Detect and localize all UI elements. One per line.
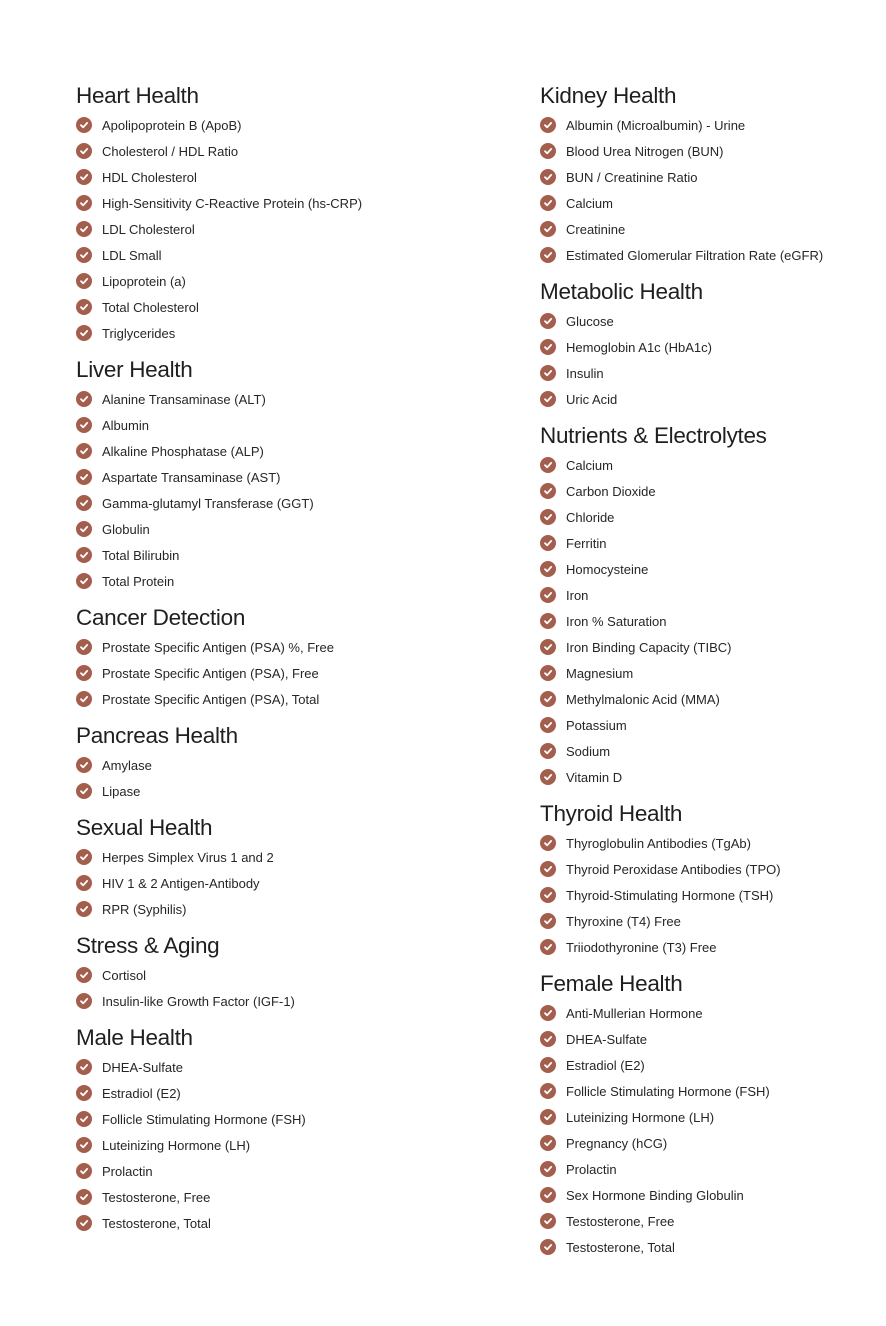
list-item-label: RPR (Syphilis)	[102, 901, 187, 917]
list-item	[540, 660, 880, 686]
list-item-label: Estradiol (E2)	[102, 1085, 181, 1101]
test-list	[76, 112, 496, 346]
list-item	[540, 334, 880, 360]
check-circle-icon	[540, 117, 556, 133]
section-title: Kidney Health	[540, 83, 677, 108]
check-circle-icon	[76, 169, 92, 185]
list-item-label: Vitamin D	[566, 769, 623, 785]
list-item-label: Triiodothyronine (T3) Free	[566, 939, 717, 955]
list-item-label: Ferritin	[566, 535, 607, 551]
list-item	[76, 216, 496, 242]
section-thyroid-health	[540, 800, 880, 960]
list-item	[76, 438, 496, 464]
list-item	[540, 764, 880, 790]
list-item-label: Alanine Transaminase (ALT)	[102, 391, 266, 407]
check-circle-icon	[76, 247, 92, 263]
list-item-label: Prolactin	[566, 1161, 617, 1177]
check-circle-icon	[540, 1109, 556, 1125]
check-circle-icon	[540, 1005, 556, 1021]
check-circle-icon	[76, 967, 92, 983]
list-item	[540, 1182, 880, 1208]
section-liver-health	[76, 356, 496, 594]
list-item-label: Iron	[566, 587, 589, 603]
check-circle-icon	[540, 313, 556, 329]
check-circle-icon	[76, 757, 92, 773]
list-item-label: Herpes Simplex Virus 1 and 2	[102, 849, 274, 865]
list-item	[540, 712, 880, 738]
list-item	[76, 190, 496, 216]
list-item-label: Testosterone, Total	[566, 1239, 675, 1255]
list-item	[540, 1052, 880, 1078]
list-item-label: Albumin (Microalbumin) - Urine	[566, 117, 746, 133]
test-list	[76, 752, 496, 804]
check-circle-icon	[76, 1163, 92, 1179]
check-circle-icon	[540, 365, 556, 381]
check-circle-icon	[76, 1215, 92, 1231]
check-circle-icon	[540, 561, 556, 577]
check-circle-icon	[76, 417, 92, 433]
check-circle-icon	[540, 1083, 556, 1099]
list-item-label: Insulin-like Growth Factor (IGF-1)	[102, 993, 295, 1009]
check-circle-icon	[540, 221, 556, 237]
list-item-label: Total Cholesterol	[102, 299, 199, 315]
list-item-label: Uric Acid	[566, 391, 618, 407]
section-title: Heart Health	[76, 83, 199, 108]
list-item	[76, 660, 496, 686]
list-item	[540, 1000, 880, 1026]
list-item	[76, 1054, 496, 1080]
list-item	[76, 294, 496, 320]
list-item	[76, 752, 496, 778]
check-circle-icon	[76, 573, 92, 589]
check-circle-icon	[540, 509, 556, 525]
list-item-label: Calcium	[566, 457, 613, 473]
list-item	[540, 360, 880, 386]
list-item-label: Apolipoprotein B (ApoB)	[102, 117, 242, 133]
list-item	[76, 268, 496, 294]
list-item	[540, 934, 880, 960]
list-item-label: Testosterone, Total	[102, 1215, 211, 1231]
check-circle-icon	[540, 861, 556, 877]
list-item	[76, 1184, 496, 1210]
check-circle-icon	[540, 483, 556, 499]
list-item-label: Hemoglobin A1c (HbA1c)	[566, 339, 712, 355]
section-cancer-detection	[76, 604, 496, 712]
section-title: Liver Health	[76, 357, 193, 382]
list-item	[76, 1210, 496, 1236]
list-item-label: Estimated Glomerular Filtration Rate (eGFR)	[566, 247, 824, 263]
test-list	[76, 1054, 496, 1236]
right-column	[540, 82, 880, 1260]
list-item-label: Gamma-glutamyl Transferase (GGT)	[102, 495, 314, 511]
check-circle-icon	[540, 613, 556, 629]
check-circle-icon	[540, 247, 556, 263]
section-title: Stress & Aging	[76, 933, 220, 958]
test-list	[540, 112, 880, 268]
list-item-label: DHEA-Sulfate	[102, 1059, 183, 1075]
list-item-label: Total Protein	[102, 573, 175, 589]
list-item	[76, 412, 496, 438]
check-circle-icon	[76, 993, 92, 1009]
list-item-label: Aspartate Transaminase (AST)	[102, 469, 281, 485]
list-item	[540, 478, 880, 504]
list-item	[540, 1104, 880, 1130]
list-item-label: Lipase	[102, 783, 141, 799]
list-item	[540, 216, 880, 242]
list-item-label: Total Bilirubin	[102, 547, 180, 563]
check-circle-icon	[76, 469, 92, 485]
list-item	[540, 830, 880, 856]
list-item-label: Iron % Saturation	[566, 613, 667, 629]
list-item	[76, 1106, 496, 1132]
list-item-label: Lipoprotein (a)	[102, 273, 186, 289]
test-list	[76, 962, 496, 1014]
check-circle-icon	[76, 1137, 92, 1153]
test-list	[540, 1000, 880, 1260]
check-circle-icon	[540, 665, 556, 681]
list-item	[76, 896, 496, 922]
list-item	[540, 242, 880, 268]
section-title: Metabolic Health	[540, 279, 703, 304]
list-item-label: Cholesterol / HDL Ratio	[102, 143, 239, 159]
list-item-label: Prostate Specific Antigen (PSA) %, Free	[102, 639, 334, 655]
check-circle-icon	[76, 495, 92, 511]
check-circle-icon	[540, 1135, 556, 1151]
list-item	[76, 988, 496, 1014]
list-item-label: Calcium	[566, 195, 613, 211]
list-item	[540, 1026, 880, 1052]
list-item	[540, 1078, 880, 1104]
check-circle-icon	[540, 691, 556, 707]
list-item	[76, 516, 496, 542]
test-list	[540, 452, 880, 790]
test-list	[76, 386, 496, 594]
check-circle-icon	[76, 783, 92, 799]
check-circle-icon	[76, 849, 92, 865]
list-item-label: Homocysteine	[566, 561, 649, 577]
list-item-label: HIV 1 & 2 Antigen-Antibody	[102, 875, 260, 891]
check-circle-icon	[540, 143, 556, 159]
section-title: Sexual Health	[76, 815, 213, 840]
list-item	[540, 190, 880, 216]
section-male-health	[76, 1024, 496, 1236]
list-item-label: DHEA-Sulfate	[566, 1031, 647, 1047]
list-item	[76, 112, 496, 138]
list-item	[76, 490, 496, 516]
check-circle-icon	[540, 169, 556, 185]
list-item-label: Chloride	[566, 509, 615, 525]
list-item	[540, 164, 880, 190]
section-title: Cancer Detection	[76, 605, 246, 630]
section-metabolic-health	[540, 278, 880, 412]
list-item	[76, 138, 496, 164]
list-item-label: Prostate Specific Antigen (PSA), Total	[102, 691, 320, 707]
list-item-label: Cortisol	[102, 967, 147, 983]
list-item-label: Thyroid-Stimulating Hormone (TSH)	[566, 887, 774, 903]
check-circle-icon	[76, 299, 92, 315]
list-item	[540, 1234, 880, 1260]
list-item	[76, 242, 496, 268]
check-circle-icon	[76, 391, 92, 407]
list-item-label: Sex Hormone Binding Globulin	[566, 1187, 744, 1203]
check-circle-icon	[76, 691, 92, 707]
list-item	[76, 568, 496, 594]
check-circle-icon	[540, 769, 556, 785]
check-circle-icon	[76, 117, 92, 133]
list-item-label: Testosterone, Free	[566, 1213, 675, 1229]
check-circle-icon	[76, 875, 92, 891]
check-circle-icon	[76, 325, 92, 341]
list-item	[540, 138, 880, 164]
list-item-label: Methylmalonic Acid (MMA)	[566, 691, 720, 707]
list-item-label: Prostate Specific Antigen (PSA), Free	[102, 665, 319, 681]
section-nutrients-and-electrolytes	[540, 422, 880, 790]
section-kidney-health	[540, 82, 880, 268]
section-pancreas-health	[76, 722, 496, 804]
list-item	[76, 542, 496, 568]
check-circle-icon	[76, 443, 92, 459]
list-item-label: High-Sensitivity C-Reactive Protein (hs-CRP)	[102, 195, 363, 211]
list-item	[540, 608, 880, 634]
list-item-label: Follicle Stimulating Hormone (FSH)	[102, 1111, 306, 1127]
check-circle-icon	[76, 1111, 92, 1127]
list-item-label: Globulin	[102, 521, 150, 537]
list-item-label: LDL Small	[102, 247, 162, 263]
section-title: Male Health	[76, 1025, 193, 1050]
check-circle-icon	[540, 1031, 556, 1047]
check-circle-icon	[540, 457, 556, 473]
list-item-label: Carbon Dioxide	[566, 483, 656, 499]
check-circle-icon	[76, 195, 92, 211]
list-item-label: Thyroxine (T4) Free	[566, 913, 681, 929]
check-circle-icon	[540, 1057, 556, 1073]
list-item-label: BUN / Creatinine Ratio	[566, 169, 698, 185]
section-female-health	[540, 970, 880, 1260]
check-circle-icon	[76, 1189, 92, 1205]
list-item-label: Glucose	[566, 313, 614, 329]
list-item-label: Prolactin	[102, 1163, 153, 1179]
list-item	[540, 908, 880, 934]
list-item-label: Estradiol (E2)	[566, 1057, 645, 1073]
list-item	[540, 686, 880, 712]
section-sexual-health	[76, 814, 496, 922]
list-item-label: Creatinine	[566, 221, 626, 237]
list-item	[540, 112, 880, 138]
list-item	[76, 464, 496, 490]
check-circle-icon	[76, 665, 92, 681]
list-item	[76, 634, 496, 660]
section-title: Pancreas Health	[76, 723, 238, 748]
check-circle-icon	[76, 273, 92, 289]
section-title: Female Health	[540, 971, 683, 996]
check-circle-icon	[540, 1213, 556, 1229]
list-item	[540, 582, 880, 608]
list-item	[76, 962, 496, 988]
check-circle-icon	[76, 547, 92, 563]
check-circle-icon	[540, 1161, 556, 1177]
check-circle-icon	[540, 339, 556, 355]
check-circle-icon	[76, 143, 92, 159]
section-title: Nutrients & Electrolytes	[540, 423, 767, 448]
list-item-label: Blood Urea Nitrogen (BUN)	[566, 143, 724, 159]
list-item-label: Anti-Mullerian Hormone	[566, 1005, 703, 1021]
list-item	[540, 634, 880, 660]
list-item	[540, 308, 880, 334]
check-circle-icon	[76, 221, 92, 237]
list-item-label: Sodium	[566, 743, 611, 759]
check-circle-icon	[76, 521, 92, 537]
section-stress-and-aging	[76, 932, 496, 1014]
check-circle-icon	[540, 535, 556, 551]
left-column	[76, 82, 496, 1236]
list-item-label: Luteinizing Hormone (LH)	[102, 1137, 251, 1153]
check-circle-icon	[540, 835, 556, 851]
list-item-label: Thyroid Peroxidase Antibodies (TPO)	[566, 861, 781, 877]
list-item	[76, 1158, 496, 1184]
list-item-label: Amylase	[102, 757, 152, 773]
check-circle-icon	[540, 391, 556, 407]
list-item	[540, 530, 880, 556]
list-item	[76, 164, 496, 190]
test-list	[76, 634, 496, 712]
test-list	[540, 830, 880, 960]
list-item	[76, 386, 496, 412]
section-title: Thyroid Health	[540, 801, 683, 826]
test-list	[540, 308, 880, 412]
list-item	[540, 452, 880, 478]
check-circle-icon	[540, 717, 556, 733]
list-item-label: Insulin	[566, 365, 604, 381]
check-circle-icon	[540, 587, 556, 603]
check-circle-icon	[76, 901, 92, 917]
check-circle-icon	[540, 939, 556, 955]
check-circle-icon	[76, 1059, 92, 1075]
list-item-label: Albumin	[102, 417, 149, 433]
list-item	[76, 1080, 496, 1106]
list-item-label: Pregnancy (hCG)	[566, 1135, 668, 1151]
list-item	[540, 1130, 880, 1156]
list-item-label: Alkaline Phosphatase (ALP)	[102, 443, 264, 459]
test-list	[76, 844, 496, 922]
list-item	[76, 778, 496, 804]
check-circle-icon	[540, 743, 556, 759]
list-item-label: Thyroglobulin Antibodies (TgAb)	[566, 835, 751, 851]
list-item-label: Triglycerides	[102, 325, 176, 341]
check-circle-icon	[76, 639, 92, 655]
section-heart-health	[76, 82, 496, 346]
list-item-label: Testosterone, Free	[102, 1189, 211, 1205]
list-item	[76, 844, 496, 870]
list-item	[76, 870, 496, 896]
list-item	[540, 386, 880, 412]
list-item-label: Luteinizing Hormone (LH)	[566, 1109, 715, 1125]
check-circle-icon	[540, 1239, 556, 1255]
check-circle-icon	[540, 913, 556, 929]
list-item	[540, 882, 880, 908]
list-item	[540, 738, 880, 764]
list-item-label: Follicle Stimulating Hormone (FSH)	[566, 1083, 770, 1099]
check-circle-icon	[540, 195, 556, 211]
list-item	[540, 1156, 880, 1182]
list-item-label: Iron Binding Capacity (TIBC)	[566, 639, 732, 655]
list-item-label: HDL Cholesterol	[102, 169, 197, 185]
list-item-label: Magnesium	[566, 665, 634, 681]
list-item	[540, 556, 880, 582]
list-item	[540, 856, 880, 882]
check-circle-icon	[540, 1187, 556, 1203]
check-circle-icon	[540, 887, 556, 903]
list-item-label: Potassium	[566, 717, 627, 733]
list-item	[76, 320, 496, 346]
list-item	[76, 686, 496, 712]
list-item	[76, 1132, 496, 1158]
list-item	[540, 504, 880, 530]
list-item-label: LDL Cholesterol	[102, 221, 195, 237]
list-item	[540, 1208, 880, 1234]
check-circle-icon	[76, 1085, 92, 1101]
check-circle-icon	[540, 639, 556, 655]
